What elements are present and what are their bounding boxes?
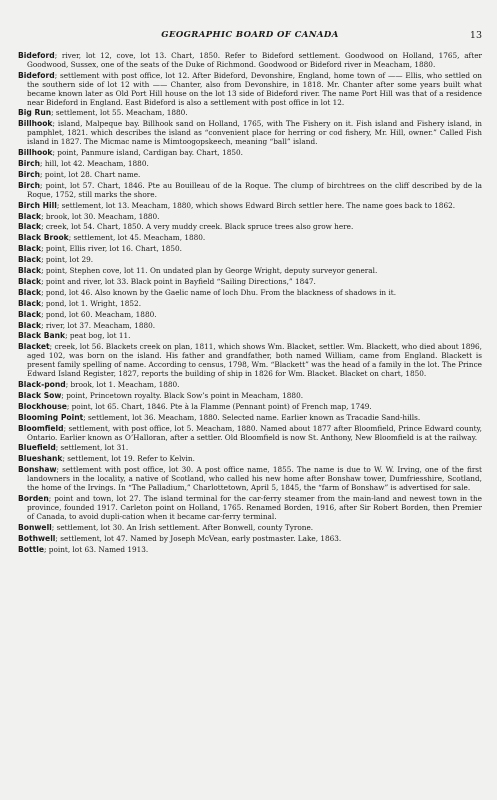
gazetteer-entry [18,171,482,180]
entry-headword: Bottle [18,544,45,554]
entry-text: ; brook, lot 30. Meacham, 1880. [41,211,160,221]
entry-headword: Bluefield [18,443,56,453]
entry-text: ; brook, lot 1. Meacham, 1880. [65,380,180,389]
entry-headword: Bloomfield [18,423,64,433]
gazetteer-entry [18,267,482,276]
gazetteer-entry [18,72,482,108]
gazetteer-entry [18,444,482,453]
entry-headword: Blockhouse [18,401,67,411]
entry-headword: Birch [18,158,41,168]
entry-headword: Billhook [18,148,53,158]
entry-headword: Black-pond [18,380,66,389]
entry-text: ; settlement with post office, lot 12. After Bideford, Devonshire, England, home town of —— Ellis, who settled on the southern side of lot 12 with —— Chanter, also from Devonshire, in 1818. Mr. Chanter after some years built what became known later as Old Port Hill house on the lot 13 side of Bideford river. The name Port Hill was that of a residence near Bideford in England. East Bideford is also a settlement with post office in lot 12. [27,70,482,107]
entry-headword: Bothwell [18,533,56,543]
entry-text: ; point, lot 29. [41,255,94,265]
entry-headword: Black Sow [18,390,62,400]
gazetteer-entry [18,160,482,169]
entry-text: ; point, lot 63. Named 1913. [44,544,149,554]
gazetteer-entry [18,311,482,320]
entry-text: ; settlement, lot 55. Meacham, 1880. [51,108,188,118]
entry-text: ; settlement, lot 47. Named by Joseph McVean, early postmaster. Lake, 1863. [55,533,342,543]
entry-headword: Birch Hill [18,200,57,210]
entry-headword: Black [18,266,42,276]
entry-text: ; point, lot 28. Chart name. [40,169,141,179]
entry-headword: Black [18,222,42,232]
gazetteer-entry [18,52,482,70]
entry-text: ; settlement, lot 13. Meacham, 1880, which shows Edward Birch settler here. The name goes back to 1862. [56,200,456,210]
entry-headword: Blooming Point [18,412,84,422]
gazetteer-entry [18,234,482,243]
entry-text: ; settlement, with post office, lot 5. Meacham, 1880. Named about 1877 after Bloomfield, Prince Edward county, Ontario. Earlier known as O’Halloran, after a settler. Old Bloomfield is now St. Anthony, New Bloomfield is at the railway. [27,423,482,442]
entry-headword: Blacket [18,342,50,352]
entry-headword: Blueshank [18,454,63,464]
gazetteer-entry [18,149,482,158]
entry-headword: Black [18,320,42,330]
gazetteer-entry [18,182,482,200]
gazetteer-entry [18,495,482,522]
entry-headword: Black [18,244,42,254]
gazetteer-entry [18,202,482,211]
page-header [18,30,482,44]
gazetteer-entry [18,425,482,443]
entry-headword: Black [18,309,42,319]
entry-text: ; creek, lot 56. Blackets creek on plan, 1811, which shows Wm. Blacket, settler. Wm. Blackett, who died about 1896, aged 102, was born on the island. His father and grandfather, both named William, came from England. Blackett is present family spelling of name. According to census, 1798, Wm. “Blackett” was the head of a family in the lot. The Prince Edward Island Register, 1827, reports the building of ship in 1826 for Wm. Blacket. Blacket on chart, 1850. [27,342,482,379]
gazetteer-entry [18,466,482,493]
entry-headword: Borden [18,493,49,503]
entry-headword: Black Bank [18,331,66,341]
entry-headword: Birch [18,180,41,190]
entry-text: ; point and river, lot 33. Black point in Bayfield “Sailing Directions,” 1847. [41,276,316,286]
gazetteer-entry [18,109,482,118]
entry-headword: Black [18,287,42,297]
gazetteer-entry [18,120,482,147]
entry-headword: Bonshaw [18,465,57,475]
entry-headword: Bideford [18,70,55,80]
entry-text: ; pond, lot 1. Wright, 1852. [41,298,142,308]
entry-text: ; point, lot 57. Chart, 1846. Pte au Bouilleau of de la Roque. The clump of birchtrees on the cliff described by de la Roque, 1752, still marks the shore. [27,180,482,199]
gazetteer-entry [18,403,482,412]
entry-text: ; point, Ellis river, lot 16. Chart, 1850. [41,244,182,254]
gazetteer-entry [18,213,482,222]
entry-headword: Black [18,211,42,221]
entry-headword: Black Brook [18,233,69,243]
gazetteer-entry [18,256,482,265]
running-head: GEOGRAPHIC BOARD OF CANADA [161,30,339,40]
page-number: 13 [469,30,482,41]
gazetteer-entry [18,332,482,341]
entry-text: ; river, lot 37. Meacham, 1880. [41,320,156,330]
entry-text: ; point, lot 65. Chart, 1846. Pte à la Flamme (Pennant point) of French map, 1749. [66,401,372,411]
entry-headword: Billhook [18,119,53,129]
entry-text: ; settlement, lot 31. [55,443,129,453]
entry-text: ; point and town, lot 27. The island terminal for the car-ferry steamer from the main-land and newest town in the province, founded 1917. Carleton point on Holland, 1765. Renamed Borden, 1916, after Sir Robert Borden, then Premier of Canada, to avoid dupli-cation when it became car-ferry terminal. [27,493,482,521]
entry-text: ; point, Princetown royalty. Black Sow’s point in Meacham, 1880. [61,390,304,400]
entry-text: ; creek, lot 54. Chart, 1850. A very muddy creek. Black spruce trees also grow here. [41,222,354,232]
gazetteer-entry [18,278,482,287]
gazetteer-entry [18,455,482,464]
entry-text: ; point, Panmure island, Cardigan bay. Chart, 1850. [52,148,243,158]
entry-headword: Bonwell [18,522,52,532]
entry-text: ; settlement, lot 36. Meacham, 1880. Selected name. Earlier known as Tracadie Sand-hills. [83,412,421,422]
entry-text: ; settlement, lot 30. An Irish settlement. After Bonwell, county Tyrone. [51,522,314,532]
gazetteer-entry [18,546,482,555]
entry-headword: Birch [18,169,41,179]
gazetteer-entry [18,392,482,401]
gazetteer-entry [18,289,482,298]
gazetteer-entry [18,535,482,544]
entry-headword: Black [18,276,42,286]
entry-text: ; settlement with post office, lot 30. A post office name, 1855. The name is due to W. W. Irving, one of the first landowners in the locality, a native of Scotland, who called his new home after Bonshaw tower, Dumfriesshire, Scotland, the home of the Irvings. In “The Palladium,” Charlottetown, April 5, 1845, the “farm of Bonshaw” is advertised for sale. [27,465,482,493]
gazetteer-entry [18,245,482,254]
gazetteer-entries [18,52,482,556]
entry-headword: Black [18,255,42,265]
gazetteer-entry [18,322,482,331]
entry-text: ; river, lot 12, cove, lot 13. Chart, 1850. Refer to Bideford settlement. Goodwood on Holland, 1765, after Goodwood, Sussex, one of the seats of the Duke of Richmond. Goodwood or Bideford river in Meacham, 1880. [27,51,482,69]
entry-headword: Bideford [18,51,55,60]
gazetteer-entry [18,414,482,423]
entry-text: ; peat bog, lot 11. [65,331,131,341]
gazetteer-entry [18,381,482,390]
gazetteer-entry [18,300,482,309]
entry-text: ; settlement, lot 19. Refer to Kelvin. [62,454,195,464]
entry-text: ; island, Malpeque bay. Billhook sand on Holland, 1765, with The Fishery on it. Fish island and Fishery island, in pamphlet, 1821. which describes the island as “convenient place for herring or cod fishery, Mr. Hill, owner.” Called Fish island in 1827. The Micmac name is Mimtoogopskeech, meaning “ball” island. [27,119,482,147]
gazetteer-entry [18,343,482,379]
entry-text: ; settlement, lot 45. Meacham, 1880. [68,233,206,243]
entry-headword: Big Run [18,108,52,118]
entry-text: ; pond, lot 46. Also known by the Gaelic name of loch Dhu. From the blackness of shadows in it. [41,287,397,297]
gazetteer-entry [18,223,482,232]
entry-text: ; hill, lot 42. Meacham, 1880. [40,158,149,168]
entry-headword: Black [18,298,42,308]
gazetteer-entry [18,524,482,533]
entry-text: ; point, Stephen cove, lot 11. On undated plan by George Wright, deputy surveyor general. [41,266,378,276]
entry-text: ; pond, lot 60. Meacham, 1880. [41,309,157,319]
